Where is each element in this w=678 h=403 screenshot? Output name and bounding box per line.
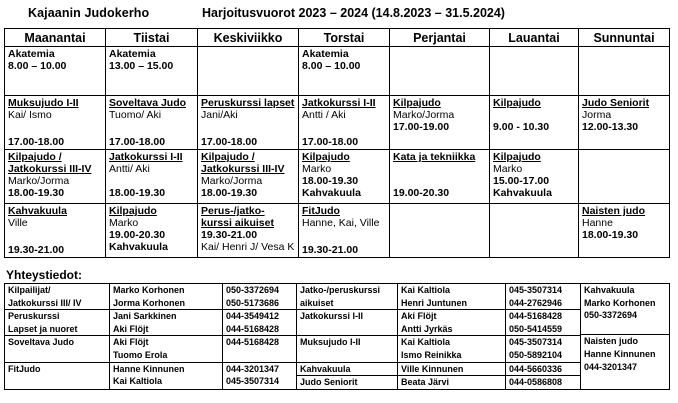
session-name: Akatemia	[109, 48, 156, 60]
session-time: 18.00-19.30	[201, 187, 258, 199]
session-cell	[5, 204, 106, 258]
contact-groups	[297, 284, 398, 390]
session-name: Kilpajudo /	[201, 151, 255, 163]
session-name: Kilpajudo /	[8, 151, 62, 163]
session-time: 8.00 – 10.00	[8, 60, 67, 72]
session-cell	[299, 204, 390, 258]
contact-phone: 045-3507314	[506, 335, 580, 349]
session-name: Judo Seniorit	[582, 97, 650, 109]
session-cell	[299, 96, 390, 150]
session-coach: Ville	[8, 217, 28, 229]
contact-group: Jatkokurssi III/ IV	[8, 297, 82, 308]
session-time: 18.00-19.30	[109, 187, 166, 199]
contact-name: Aki Flöjt	[110, 335, 222, 349]
contact-phone: 044-5168428	[223, 335, 296, 349]
contact-group	[5, 375, 109, 388]
contact-group	[297, 323, 397, 336]
club-name: Kajaanin Judokerho	[28, 6, 150, 20]
contact-name: Henri Juntunen	[401, 297, 468, 308]
session-cell	[579, 204, 670, 258]
session-name: Jatkokurssi I-II	[109, 151, 183, 163]
session-name: Perus-/jatko-	[201, 205, 265, 217]
contact-group: Judo Seniorit	[297, 375, 397, 389]
empty-cell	[490, 47, 579, 96]
empty-cell	[490, 204, 579, 258]
session-name: Akatemia	[8, 48, 55, 60]
contact-name: Aki Flöjt	[398, 309, 505, 323]
empty-cell	[390, 204, 490, 258]
contact-name: Tuomo Erola	[113, 349, 168, 360]
contact-group	[297, 349, 397, 362]
contact-phone: 045-3507314	[226, 376, 280, 387]
contact-group: aikuiset	[300, 297, 334, 308]
day-header: Torstai	[299, 29, 390, 47]
contact-names	[110, 284, 223, 390]
session-time: 9.00 - 10.30	[493, 121, 550, 133]
session-name: kurssi aikuiset	[201, 217, 274, 229]
session-time: 17.00-18.00	[109, 136, 166, 148]
contact-phone: 050-3372694	[584, 310, 638, 321]
session-cell	[390, 96, 490, 150]
contact-name: Ville Kinnunen	[398, 362, 505, 376]
contact-group: Muksujudo I-II	[297, 335, 397, 349]
contact-phones	[223, 284, 297, 390]
session-name: Akatemia	[302, 48, 349, 60]
empty-cell	[390, 47, 490, 96]
session-name: Kahvakuula	[8, 205, 67, 217]
session-time: 19.00-20.30	[393, 187, 450, 199]
session-cell	[106, 96, 198, 150]
session-extra: Kahvakuula	[493, 187, 552, 199]
session-coach: Tuomo/ Aki	[109, 109, 162, 121]
session-time: 18.00-19.30	[582, 229, 639, 241]
empty-cell	[579, 47, 670, 96]
session-name: Kilpajudo	[493, 151, 541, 163]
day-header: Maanantai	[5, 29, 106, 47]
session-coach: Kai/ Ismo	[8, 109, 52, 121]
contact-group: Kahvakuula	[297, 362, 397, 376]
session-name: Peruskurssi lapset	[201, 97, 295, 109]
session-time: 19.30-21.00	[8, 244, 65, 256]
contact-group: Peruskurssi	[5, 309, 109, 323]
day-header: Perjantai	[390, 29, 490, 47]
session-cell	[106, 204, 198, 258]
contact-name: Kai Kaltiola	[113, 376, 163, 387]
session-cell	[579, 96, 670, 150]
contact-phone: 050-5892104	[509, 349, 563, 360]
contact-name: Hanne Kinnunen	[584, 348, 656, 359]
session-cell	[198, 96, 299, 150]
session-coach: Marko/Jorma	[201, 175, 263, 187]
contact-groups	[5, 284, 110, 390]
contact-group: Lapset ja nuoret	[8, 323, 78, 334]
session-coach: Hanne	[582, 217, 613, 229]
session-cell	[106, 150, 198, 204]
contact-name: Jorma Korhonen	[113, 297, 186, 308]
day-header: Keskiviikko	[198, 29, 299, 47]
contact-group: Kilpailijat/	[8, 285, 51, 295]
day-header-row	[5, 29, 670, 47]
contact-phone: 045-3507314	[509, 285, 563, 295]
contact-group: Naisten judo	[581, 334, 669, 348]
session-extra: Kahvakuula	[302, 187, 361, 199]
session-cell	[299, 150, 390, 204]
session-time: 18.00-19.30	[302, 175, 359, 187]
contact-phone: 044-5660336	[506, 362, 580, 376]
session-time: 17.00-18.00	[201, 136, 258, 148]
session-name: Kilpajudo	[302, 151, 350, 163]
session-time: 18.00-19.30	[8, 187, 65, 199]
contact-name: Marko Korhonen	[113, 285, 185, 295]
session-time: 19.30-21.00	[201, 229, 258, 241]
session-coach: Marko/Jorma	[8, 175, 70, 187]
session-time: 13.00 – 15.00	[109, 60, 174, 72]
session-cell	[299, 47, 390, 96]
session-cell	[5, 150, 106, 204]
contact-phones	[506, 284, 581, 390]
empty-cell	[198, 47, 299, 96]
session-time: 17.00-18.00	[8, 136, 65, 148]
session-cell	[106, 47, 198, 96]
session-coach: Marko	[109, 217, 139, 229]
session-time: 17.00-19.00	[393, 121, 450, 133]
contact-name: Marko Korhonen	[584, 297, 656, 308]
session-name: Kata ja tekniikka	[393, 151, 476, 163]
session-coach: Jorma	[582, 109, 612, 121]
session-cell	[198, 204, 299, 258]
contact-phone: 044-5168428	[506, 309, 580, 323]
session-name: Jatkokurssi I-II	[302, 97, 376, 109]
session-name: Jatkokurssi III-IV	[201, 163, 285, 175]
session-coach: Marko	[493, 163, 523, 175]
contact-group	[5, 349, 109, 362]
contact-name: Ismo Reinikka	[401, 349, 462, 360]
session-time: 19.30-21.00	[302, 244, 359, 256]
contact-extra	[581, 284, 670, 390]
contact-phone: 044-3201347	[223, 362, 296, 376]
session-name: Kilpajudo	[493, 97, 541, 109]
session-time: 17.00-18.00	[302, 136, 359, 148]
session-name: Jatkokurssi III-IV	[8, 163, 92, 175]
contact-phone: 044-2762946	[509, 297, 563, 308]
session-coach: Hanne, Kai, Ville	[302, 217, 380, 229]
contact-name: Kai Kaltiola	[401, 285, 451, 295]
session-coach: Marko	[302, 163, 332, 175]
contact-phone: 050-5414559	[509, 323, 563, 334]
session-cell	[490, 96, 579, 150]
session-cell	[390, 150, 490, 204]
session-time: 19.00-20.30	[109, 229, 166, 241]
session-name: Soveltava Judo	[109, 97, 187, 109]
session-cell	[5, 47, 106, 96]
contact-name: Jani Sarkkinen	[110, 309, 222, 323]
contact-names	[398, 284, 506, 390]
contact-phone: 050-5173686	[226, 297, 280, 308]
contact-name: Aki Flöjt	[113, 323, 149, 334]
contacts-table	[4, 283, 670, 390]
session-name: Kilpajudo	[109, 205, 157, 217]
contact-group: Kahvakuula	[584, 285, 635, 295]
contact-name: Hanne Kinnunen	[110, 362, 222, 376]
session-name: Naisten judo	[582, 205, 646, 217]
session-name: Muksujudo I-II	[8, 97, 79, 109]
session-coach: Marko/Jorma	[393, 109, 455, 121]
day-header: Tiistai	[106, 29, 198, 47]
empty-cell	[579, 150, 670, 204]
session-cell	[490, 150, 579, 204]
contact-group: Jatkokurssi I-II	[297, 309, 397, 323]
page-title: Harjoitusvuorot 2023 – 2024 (14.8.2023 – 31.5.2024)	[202, 6, 505, 20]
session-time: 12.00-13.30	[582, 121, 639, 133]
session-cell	[198, 150, 299, 204]
contact-name: Antti Jyrkäs	[401, 323, 453, 334]
session-coach: Antti/ Aki	[109, 163, 150, 175]
contact-phone	[223, 349, 296, 362]
session-extra: Kahvakuula	[109, 241, 168, 253]
contact-name: Beata Järvi	[398, 375, 505, 389]
session-time: 8.00 – 10.00	[302, 60, 361, 72]
session-coach: Antti / Aki	[302, 109, 346, 121]
contact-group: Jatko-/peruskurssi	[300, 285, 381, 295]
session-cell	[5, 96, 106, 150]
session-coach: Jani/Aki	[201, 109, 238, 121]
contact-phone: 044-0586808	[506, 375, 580, 389]
session-name: FitJudo	[302, 205, 340, 217]
contact-phone: 050-3372694	[226, 285, 280, 295]
session-name: Kilpajudo	[393, 97, 441, 109]
contact-group: FitJudo	[5, 362, 109, 376]
contact-phone: 044-5168428	[226, 323, 280, 334]
session-coach: Kai/ Henri J/ Vesa K	[201, 241, 295, 253]
day-header: Lauantai	[490, 29, 579, 47]
contacts-title: Yhteystiedot:	[6, 268, 83, 282]
session-time: 15.00-17.00	[493, 175, 550, 187]
day-header: Sunnuntai	[579, 29, 670, 47]
contact-phone: 044-3549412	[223, 309, 296, 323]
contact-name: Kai Kaltiola	[398, 335, 505, 349]
contact-phone: 044-3201347	[584, 361, 638, 372]
contact-group: Soveltava Judo	[5, 335, 109, 349]
schedule-table	[4, 28, 670, 258]
